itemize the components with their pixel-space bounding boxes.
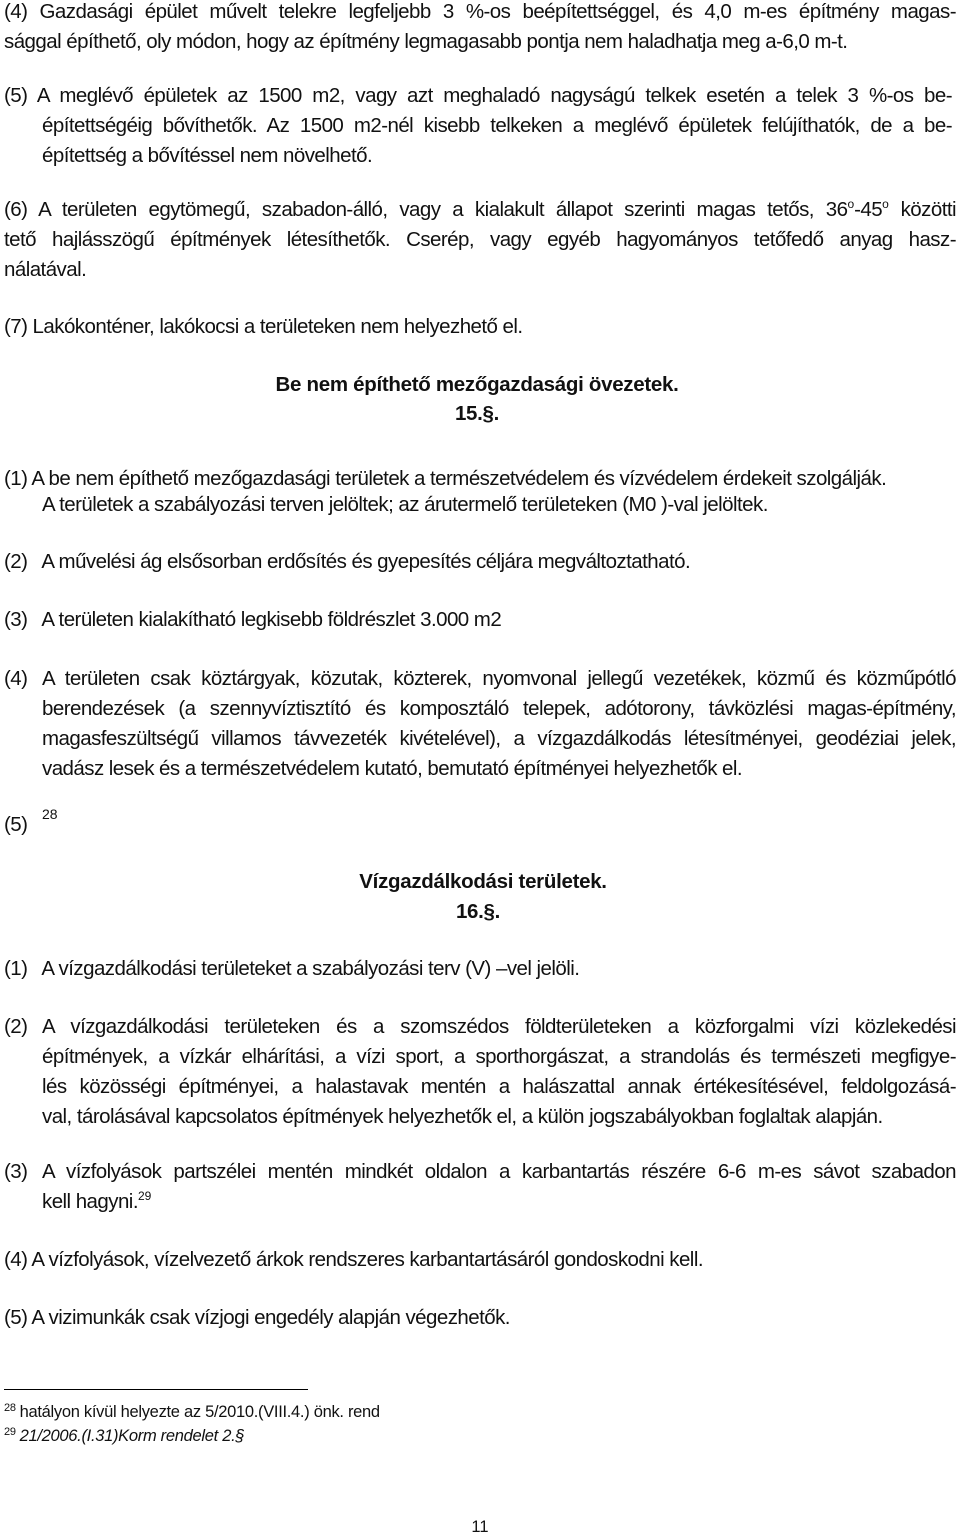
paragraph-15-3	[4, 605, 501, 635]
footnote-text: hatályon kívül helyezte az 5/2010.(VIII.4.) önk. rend	[19, 1403, 380, 1421]
paragraph-line: A vízgazdálkodási területeken és a szomszédos földterületeken a közforgalmi vízi közlekedési	[42, 1015, 956, 1038]
paragraph-line: lés közösségi építményei, a halastavak mentén a halászattal annak értékesítésével, feldolgozásá-	[42, 1075, 956, 1098]
paragraph-16-2	[42, 1012, 956, 1132]
footnote-29	[4, 1424, 244, 1448]
footnote-28	[4, 1400, 380, 1424]
paragraph-15-4	[42, 664, 956, 784]
paragraph-text: kell hagyni.	[42, 1190, 138, 1213]
paragraph-16-4: (4) A vízfolyások, vízelvezető árkok rendszeres karbantartásáról gondoskodni kell.	[4, 1248, 703, 1271]
section-title-16: Vízgazdálkodási területek.	[359, 870, 607, 893]
paragraph-15-5: (5)	[4, 813, 28, 836]
text-run: (6) A területen egytömegű, szabadon-álló, vagy a kialakult állapot szerinti magas tetős, 36	[4, 198, 848, 221]
paragraph-line: (4) Gazdasági épület művelt telekre legfeljebb 3 %-os beépítettséggel, és 4,0 m-es építmény magas-	[4, 0, 956, 23]
paragraph-line: tető hajlásszögű építmények létesíthetők. Cserép, vagy egyéb hagyományos tetőfedő anyag hasz-	[4, 228, 956, 251]
paragraph-line: nálatával.	[4, 258, 87, 281]
paragraph-line: magasfeszültségű villamos távvezeték kivételével), a vízgazdálkodás létesítményei, geodéziai jelek,	[42, 727, 956, 750]
paragraph-5-meglevo	[4, 81, 952, 111]
section-number-16: 16.§.	[455, 900, 501, 923]
paragraph-line: építettség a bővítéssel nem növelhető.	[42, 144, 373, 167]
paragraph-line: (5) A meglévő épületek az 1500 m2, vagy azt meghaladó nagyságú telkek esetén a telek 3 %-os be-	[4, 84, 952, 107]
paragraph-16-3	[42, 1157, 956, 1217]
paragraph-7-lakokontener: (7) Lakókonténer, lakókocsi a területeken nem helyezhető el.	[4, 315, 523, 338]
paragraph-line: A területek a szabályozási terven jelöltek; az árutermelő területeken (M0 )-val jelöltek.	[42, 493, 768, 516]
paragraph-line: (1) A be nem építhető mezőgazdasági területek a természetvédelem és vízvédelem érdekeit szolgálják.	[4, 467, 887, 490]
paragraph-line: sággal építhető, oly módon, hogy az építmény legmagasabb pontja nem haladhatja meg a-6,0 m-t.	[4, 30, 848, 53]
paragraph-line: A vízfolyások partszélei mentén mindkét oldalon a karbantartás részére 6-6 m-es sávot szabadon	[42, 1160, 956, 1183]
paragraph-number: (3)	[4, 608, 28, 631]
footnote-ref-28[interactable]: 28	[42, 806, 58, 822]
paragraph-line: építettségéig bővíthetők. Az 1500 m2-nél kisebb telkeken a meglévő épületek felújíthatók, de a be-	[42, 114, 952, 137]
footnote-text: 21/2006.(I.31)Korm rendelet 2.§	[19, 1427, 245, 1445]
paragraph-number: (4)	[4, 667, 28, 690]
paragraph-number: (1)	[4, 957, 28, 980]
paragraph-15-2	[4, 547, 690, 577]
paragraph-number: (2)	[4, 1015, 28, 1038]
section-title-15: Be nem építhető mezőgazdasági övezetek.	[275, 373, 679, 396]
footnote-separator	[4, 1389, 308, 1390]
degree-mark: o	[882, 197, 889, 212]
footnote-number: 29	[4, 1425, 16, 1438]
paragraph-line: val, tárolásával kapcsolatos építmények helyezhetők el, a külön jogszabályokban foglaltak alapján.	[42, 1105, 883, 1128]
section-number-15: 15.§.	[454, 402, 500, 425]
paragraph-5-continued	[42, 111, 952, 171]
page-number: 11	[471, 1518, 489, 1536]
paragraph-line: építmények, a vízkár elhárítási, a vízi sport, a sporthorgászat, a strandolás és természeti megfigye-	[42, 1045, 956, 1068]
paragraph-line: vadász lesek és a természetvédelem kutató, bemutató építményei helyezhetők el.	[42, 757, 743, 780]
text-run: közötti	[888, 198, 956, 221]
paragraph-line: berendezések (a szennyvíztisztító és komposztáló telepek, adótorony, távközlési magas-építmény,	[42, 697, 956, 720]
paragraph-16-5: (5) A vizimunkák csak vízjogi engedély alapján végezhetők.	[4, 1306, 510, 1329]
paragraph-text: A területen kialakítható legkisebb földrészlet 3.000 m2	[41, 608, 502, 631]
degree-mark: o	[847, 197, 855, 212]
paragraph-number: (3)	[4, 1160, 28, 1183]
paragraph-16-1	[4, 954, 579, 984]
footnote-number: 28	[4, 1401, 16, 1414]
paragraph-text: A művelési ág elsősorban erdősítés és gyepesítés céljára megváltoztatható.	[41, 550, 691, 573]
text-run: -45	[854, 198, 883, 221]
paragraph-line	[4, 195, 956, 225]
paragraph-number: (2)	[4, 550, 28, 573]
paragraph-4-gazdasagi	[4, 0, 956, 57]
paragraph-text: A vízgazdálkodási területeket a szabályozási terv (V) –vel jelöli.	[41, 957, 580, 980]
paragraph-line	[42, 1187, 956, 1217]
paragraph-line: A területen csak köztárgyak, közutak, közterek, nyomvonal jellegű vezetékek, közmű és közműpótló	[42, 667, 956, 690]
paragraph-6-egytomegu	[4, 195, 956, 285]
footnote-ref-29[interactable]: 29	[137, 1189, 152, 1204]
